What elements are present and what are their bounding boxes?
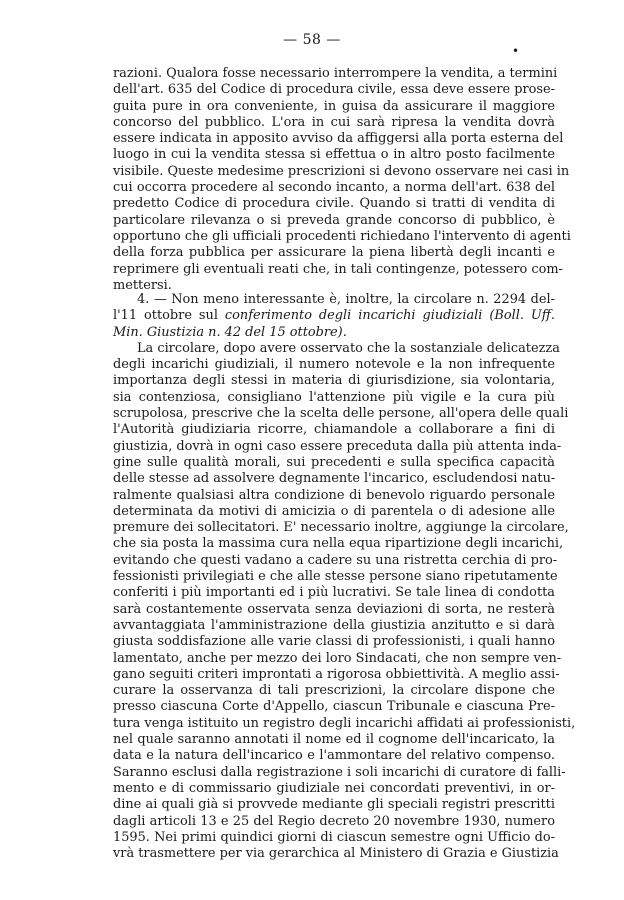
text-line: particolare rilevanza o si preveda grande concorso di pubblico, è — [113, 212, 555, 228]
text-line: premure dei sollecitatori. E' necessario inoltre, aggiunge la circolare, — [113, 520, 569, 536]
text-line: che sia posta la massima cura nella equa ripartizione degli incarichi, — [113, 536, 564, 552]
text-line: nel quale saranno annotati il nome ed il cognome dell'incaricato, la — [113, 732, 555, 748]
section-heading-line — [113, 308, 555, 324]
text-line: mento e di commissario giudiziale nei concordati preventivi, in or- — [113, 780, 555, 796]
text-line: reprimere gli eventuali reati che, in tali contingenze, potessero com- — [113, 261, 563, 277]
text-span: l'11 ottobre sul — [113, 308, 225, 324]
text-line: evitando che questi vadano a cadere su una ristretta cerchia di pro- — [113, 552, 558, 568]
italic-citation-line: Min. Giustizia n. 42 del 15 ottobre). — [113, 324, 347, 340]
text-line: La circolare, dopo avere osservato che la sostanziale delicatezza — [137, 340, 560, 356]
paragraph-circolare — [113, 292, 576, 862]
text-line: presso ciascuna Corte d'Appello, ciascun Tribunale e ciascuna Pre- — [113, 699, 555, 715]
text-line: cui occorra procedere al secondo incanto, a norma dell'art. 638 del — [113, 180, 555, 196]
text-line: gine sulle qualità morali, sui precedenti e sulla specifica capacità — [113, 454, 555, 470]
section-heading-line: 4. — Non meno interessante è, inoltre, la circolare n. 2294 del- — [137, 292, 555, 307]
text-line: Saranno esclusi dalla registrazione i soli incarichi di curatore di falli- — [113, 764, 566, 780]
text-line: fessionisti privilegiati e che alle stesse persone siano ripetutamente — [113, 569, 558, 585]
text-line: avvantaggiata l'amministrazione della giustizia anzitutto e si darà — [113, 617, 555, 633]
text-line: opportuno che gli ufficiali procedenti richiedano l'intervento di agenti — [113, 228, 571, 244]
page-mark: • — [512, 44, 520, 58]
text-line: guita pure in ora conveniente, in guisa da assicurare il maggiore — [113, 98, 555, 114]
text-line: mettersi. — [113, 277, 172, 293]
text-line: vrà trasmettere per via gerarchica al Ministero di Grazia e Giustizia — [113, 846, 559, 862]
text-line: dine ai quali già si provvede mediante gli speciali registri prescritti — [113, 797, 555, 813]
text-line: sarà costantemente osservata senza deviazioni di sorta, ne resterà — [113, 601, 555, 617]
text-line: concorso del pubblico. L'ora in cui sarà ripresa la vendita dovrà — [113, 114, 555, 130]
text-line: conferiti i più importanti ed i più lucrativi. Se tale linea di condotta — [113, 585, 555, 601]
text-line: data e la natura dell'incarico e l'ammontare del relativo compenso. — [113, 748, 555, 764]
text-line: importanza degli stessi in materia di giurisdizione, sia volontaria, — [113, 373, 555, 389]
text-line: ralmente qualsiasi altra condizione di benevolo riguardo personale — [113, 487, 555, 503]
text-line: sia contenziosa, consigliano l'attenzione più vigile e la cura più — [113, 389, 555, 405]
text-line: dagli articoli 13 e 25 del Regio decreto 20 novembre 1930, numero — [113, 813, 555, 829]
italic-citation: (Boll. Uff. — [482, 308, 555, 324]
text-line: 1595. Nei primi quindici giorni di ciascun semestre ogni Ufficio do- — [113, 829, 555, 845]
text-line: lamentato, anche per mezzo dei loro Sindacati, che non sempre ven- — [113, 650, 562, 666]
text-line: dell'art. 635 del Codice di procedura civile, essa deve essere prose- — [113, 82, 556, 98]
text-line: gano seguiti criteri improntati a rigorosa obbiettività. A meglio assi- — [113, 666, 560, 682]
page-number: — 58 — — [283, 32, 341, 48]
text-line: curare la osservanza di tali prescrizioni, la circolare dispone che — [113, 683, 555, 699]
text-line: l'Autorità giudiziaria ricorre, chiamandole a collaborare a fini di — [113, 422, 555, 438]
text-line: luogo in cui la vendita stessa si effettua o in altro posto facilmente — [113, 147, 555, 163]
text-line: della forza pubblica per assicurare la piena libertà degli incanti e — [113, 245, 555, 261]
text-line: scrupolosa, prescrive che la scelta delle persone, all'opera delle quali — [113, 406, 569, 422]
paragraph-vendita — [113, 66, 571, 294]
italic-title: conferimento degli incarichi giudiziali — [224, 308, 483, 324]
text-line: razioni. Qualora fosse necessario interrompere la vendita, a termini — [113, 66, 558, 81]
text-line: delle stesse ad assolvere degnamente l'incarico, escludendosi natu- — [113, 471, 556, 487]
text-line: tura venga istituito un registro degli incarichi affidati ai professionisti, — [113, 715, 576, 731]
text-line: degli incarichi giudiziali, il numero notevole e la non infrequente — [113, 357, 555, 373]
text-line: predetto Codice di procedura civile. Quando si tratti di vendita di — [113, 196, 555, 212]
text-line: giusta soddisfazione alle varie classi di professionisti, i quali hanno — [113, 634, 555, 650]
text-line: giustizia, dovrà in ogni caso essere preceduta dalla più attenta inda- — [113, 438, 562, 454]
text-line: determinata da motivi di amicizia o di parentela o di adesione alle — [113, 503, 555, 519]
text-line: visibile. Queste medesime prescrizioni si devono osservare nei casi in — [113, 163, 570, 179]
text-line: essere indicata in apposito avviso da affiggersi alla porta esterna del — [113, 131, 564, 147]
